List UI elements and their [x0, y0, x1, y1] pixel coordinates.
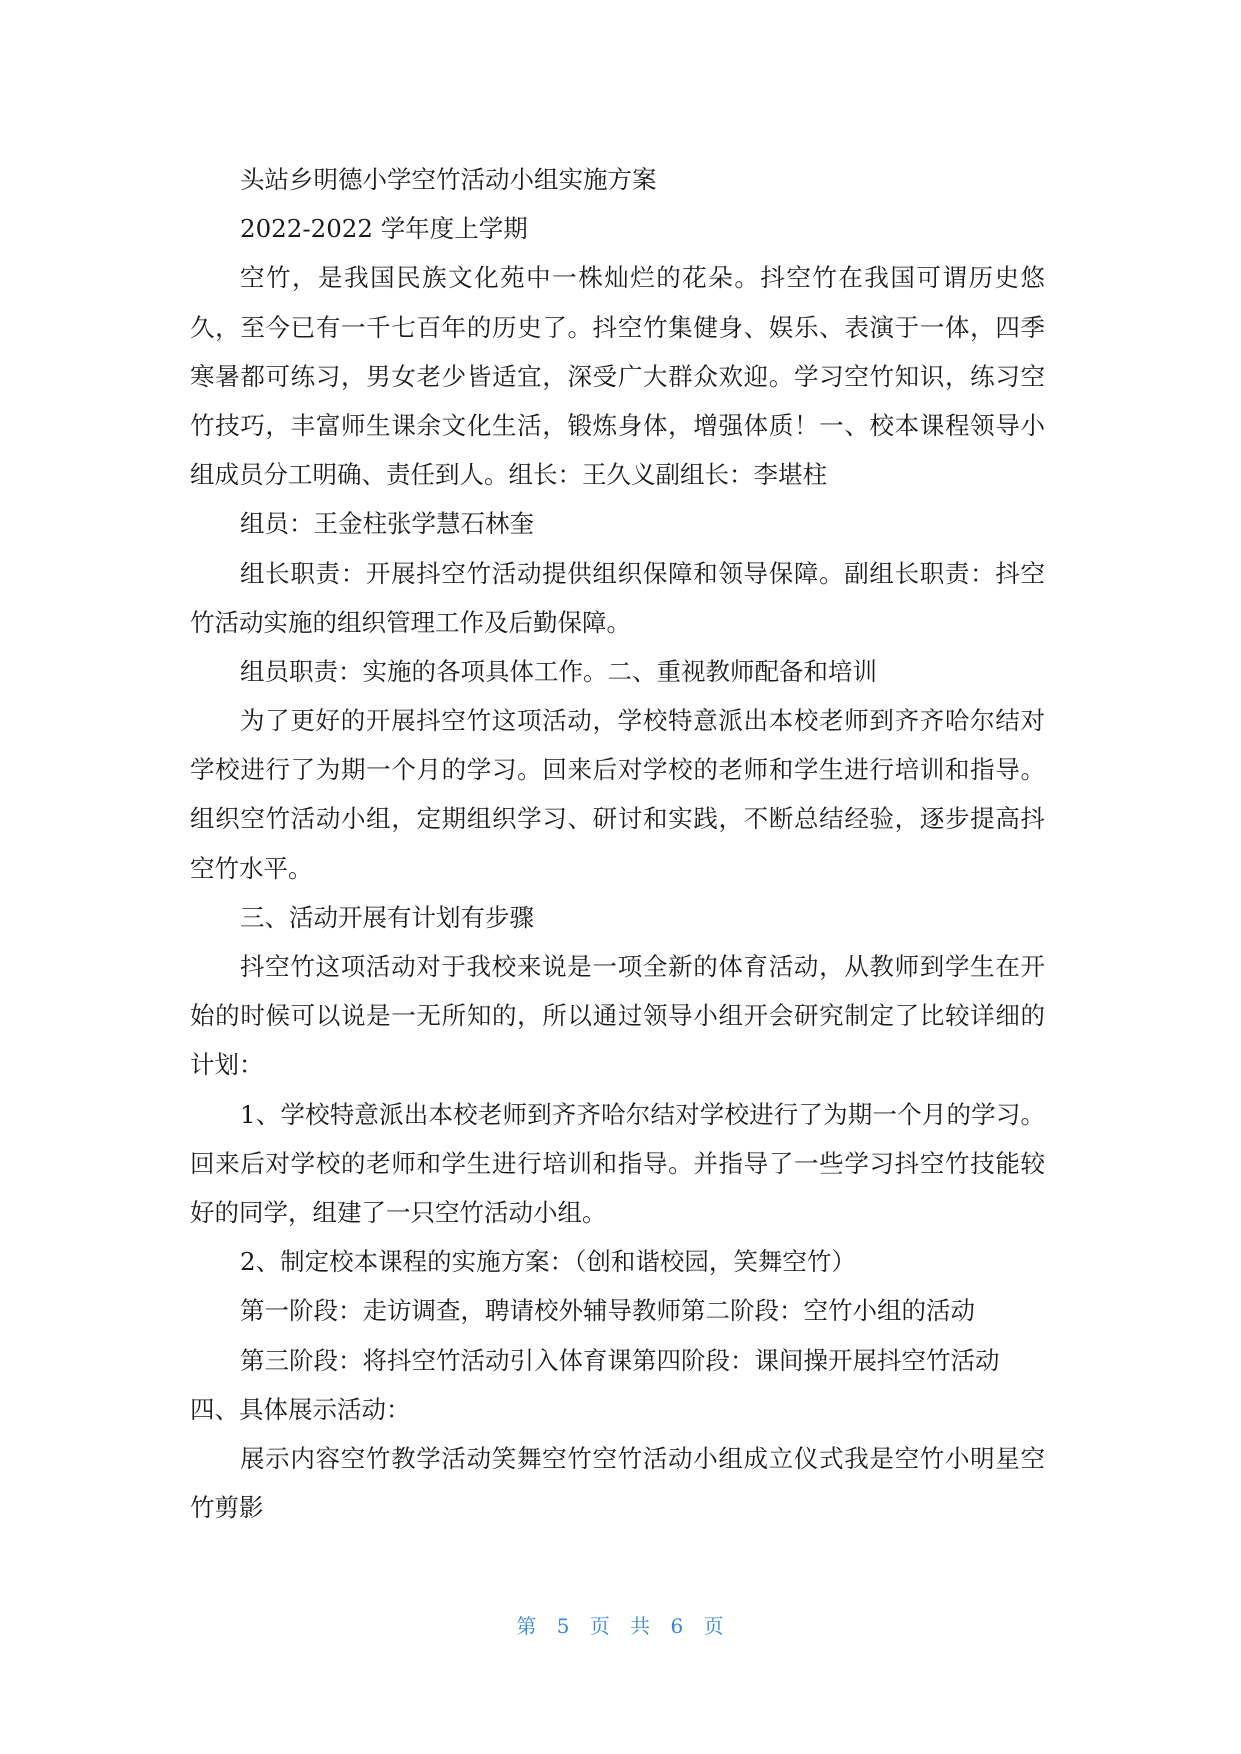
paragraph-line: 竹剪影 — [190, 1493, 264, 1523]
paragraph-line: 组长职责：开展抖空竹活动提供组织保障和领导保障。副组长职责：抖空 — [240, 558, 1045, 588]
paragraph-line: 好的同学，组建了一只空竹活动小组。 — [190, 1197, 607, 1227]
paragraph-line: 寒暑都可练习，男女老少皆适宜，深受广大群众欢迎。学习空竹知识，练习空 — [190, 361, 1045, 391]
document-body — [190, 155, 1045, 1532]
paragraph-line: 久，至今已有一千七百年的历史了。抖空竹集健身、娱乐、表演于一体，四季 — [190, 312, 1045, 342]
document-subtitle: 2022-2022 学年度上学期 — [240, 214, 528, 244]
paragraph-line: 第一阶段：走访调查，聘请校外辅导教师第二阶段：空竹小组的活动 — [240, 1296, 975, 1326]
paragraph-line: 始的时候可以说是一无所知的，所以通过领导小组开会研究制定了比较详细的 — [190, 1001, 1045, 1031]
paragraph-line: 计划： — [190, 1050, 264, 1080]
section-heading: 四、具体展示活动： — [190, 1394, 411, 1424]
paragraph-line: 组员职责：实施的各项具体工作。二、重视教师配备和培训 — [240, 656, 877, 686]
paragraph-line: 抖空竹这项活动对于我校来说是一项全新的体育活动，从教师到学生在开 — [240, 952, 1045, 981]
paragraph-line: 展示内容空竹教学活动笑舞空竹空竹活动小组成立仪式我是空竹小明星空 — [240, 1443, 1045, 1473]
paragraph-line: 竹活动实施的组织管理工作及后勤保障。 — [190, 607, 631, 637]
paragraph-line: 为了更好的开展抖空竹这项活动，学校特意派出本校老师到齐齐哈尔结对 — [240, 706, 1045, 736]
document-title: 头站乡明德小学空竹活动小组实施方案 — [240, 165, 657, 194]
page-number-footer: 第 5 页 共 6 页 — [516, 1614, 725, 1638]
paragraph-line: 组成员分工明确、责任到人。组长：王久义副组长：李堪柱 — [190, 460, 827, 490]
paragraph-line: 2、制定校本课程的实施方案：（创和谐校园，笑舞空竹） — [240, 1247, 856, 1277]
paragraph-line: 第三阶段：将抖空竹活动引入体育课第四阶段：课间操开展抖空竹活动 — [240, 1345, 1000, 1375]
section-heading: 三、活动开展有计划有步骤 — [240, 902, 534, 932]
paragraph-line: 1、学校特意派出本校老师到齐齐哈尔结对学校进行了为期一个月的学习。 — [240, 1099, 1045, 1129]
paragraph-line: 竹技巧，丰富师生课余文化生活，锻炼身体，增强体质！一、校本课程领导小 — [190, 410, 1045, 440]
paragraph-line: 组织空竹活动小组，定期组织学习、研讨和实践，不断总结经验，逐步提高抖 — [190, 804, 1045, 834]
paragraph-line: 空竹水平。 — [190, 853, 313, 883]
paragraph-line: 空竹，是我国民族文化苑中一株灿烂的花朵。抖空竹在我国可谓历史悠 — [240, 263, 1045, 293]
paragraph-line: 回来后对学校的老师和学生进行培训和指导。并指导了一些学习抖空竹技能较 — [190, 1148, 1045, 1178]
paragraph-line: 学校进行了为期一个月的学习。回来后对学校的老师和学生进行培训和指导。 — [190, 755, 1045, 785]
paragraph-line: 组员：王金柱张学慧石林奎 — [240, 509, 534, 539]
